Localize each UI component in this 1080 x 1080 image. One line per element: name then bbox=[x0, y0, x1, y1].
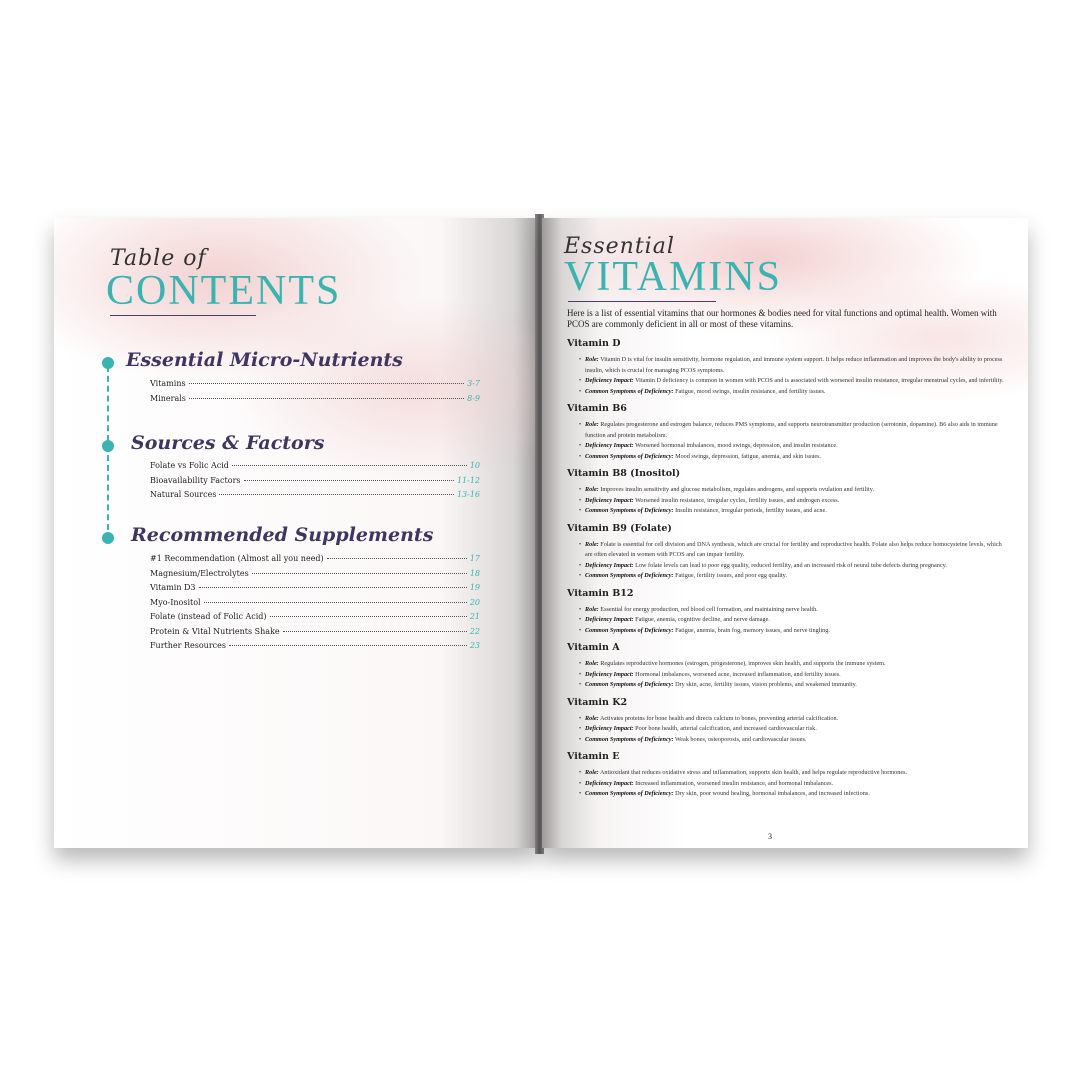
toc-entry-page: 10 bbox=[469, 461, 480, 470]
detail-text: Activates proteins for bone health and directs calcium to bones, preventing arterial calcification. bbox=[599, 714, 839, 722]
toc-entries bbox=[150, 461, 480, 505]
detail-text: Weak bones, osteoporosis, and cardiovascular issues. bbox=[674, 735, 807, 743]
vitamin-details bbox=[567, 355, 1007, 397]
detail-key: Common Symptoms of Deficiency: bbox=[585, 790, 674, 797]
toc-section-heading: Sources & Factors bbox=[131, 432, 325, 454]
toc-entry-page: 13-16 bbox=[456, 490, 480, 499]
toc-entry bbox=[150, 394, 480, 409]
vitamin-detail-item bbox=[585, 420, 1007, 441]
vitamin-name: Vitamin B9 (Folate) bbox=[567, 522, 672, 534]
dot-leader bbox=[199, 587, 467, 588]
vitamin-name: Vitamin B12 bbox=[567, 587, 634, 599]
detail-key: Role: bbox=[585, 486, 599, 493]
detail-key: Deficiency Impact: bbox=[585, 616, 634, 623]
detail-key: Deficiency Impact: bbox=[585, 442, 634, 449]
toc-timeline-line bbox=[107, 366, 109, 540]
open-booklet bbox=[54, 218, 1028, 848]
vitamin-name: Vitamin B6 bbox=[567, 403, 627, 414]
toc-entry bbox=[150, 554, 480, 569]
toc-entry-label: Myo-Inositol bbox=[150, 597, 201, 607]
vitamin-detail-item bbox=[585, 605, 1007, 616]
toc-entry bbox=[150, 476, 480, 491]
detail-text: Vitamin D is vital for insulin sensitivity, hormone regulation, and immune system support. It helps reduce inflammation and improves the body's ability to process insulin, which is crucial for managing PCOS symptoms. bbox=[585, 356, 1003, 374]
vitamin-name: Vitamin B8 (Inositol) bbox=[567, 468, 681, 479]
toc-entry-page: 23 bbox=[469, 641, 480, 650]
detail-text: Folate is essential for cell division and DNA synthesis, which are crucial for fertility and reproductive health. Folate also helps reduce homocysteine levels, which are often elevated in women with PCOS and can impair fertility. bbox=[585, 540, 1002, 558]
detail-key: Common Symptoms of Deficiency: bbox=[585, 735, 674, 743]
detail-text: Antioxidant that reduces oxidative stress and inflammation, supports skin health, and helps regulate reproductive hormones. bbox=[599, 769, 908, 776]
vitamin-block bbox=[567, 640, 1007, 691]
dot-leader bbox=[229, 645, 467, 646]
detail-key: Role: bbox=[585, 540, 599, 548]
detail-text: Mood swings, depression, fatigue, anemia, and skin issues. bbox=[675, 452, 822, 460]
toc-entry-page: 19 bbox=[469, 583, 480, 592]
vitamin-detail-item bbox=[585, 680, 1007, 691]
toc-script-title: Table of bbox=[110, 246, 207, 271]
detail-key: Role: bbox=[585, 421, 599, 428]
toc-entry-label: Magnesium/Electrolytes bbox=[150, 568, 249, 578]
vitamin-detail-item bbox=[585, 768, 1007, 779]
vitamin-details bbox=[567, 714, 1007, 746]
vitamin-detail-item bbox=[585, 670, 1007, 681]
detail-text: Essential for energy production, red blood cell formation, and maintaining nerve health. bbox=[600, 605, 818, 613]
vitamin-detail-item bbox=[585, 724, 1007, 735]
detail-key: Deficiency Impact: bbox=[585, 561, 634, 569]
toc-entry bbox=[150, 569, 480, 584]
timeline-dot bbox=[102, 440, 114, 452]
vitamin-block bbox=[567, 466, 1007, 517]
dot-leader bbox=[219, 494, 454, 495]
detail-text: Regulates progesterone and estrogen balance, reduces PMS symptoms, and supports neurotransmitter production (serotonin, dopamine). B6 also aids in immune function and protein metabolism. bbox=[585, 421, 998, 439]
toc-entry bbox=[150, 627, 480, 642]
vitamin-detail-item bbox=[585, 387, 1007, 398]
dot-leader bbox=[252, 573, 467, 574]
vitamins-script-title: Essential bbox=[564, 234, 675, 259]
toc-entry bbox=[150, 583, 480, 598]
toc-entry-label: Further Resources bbox=[150, 641, 226, 650]
vitamin-detail-item bbox=[585, 626, 1007, 637]
detail-text: Low folate levels can lead to poor egg quality, reduced fertility, and an increased risk of neural tube defects during pregnancy. bbox=[635, 561, 947, 569]
detail-key: Common Symptoms of Deficiency: bbox=[585, 507, 674, 514]
vitamin-details bbox=[567, 420, 1007, 462]
toc-entry bbox=[150, 612, 480, 627]
toc-title-rule bbox=[110, 315, 256, 316]
toc-section-heading: Essential Micro-Nutrients bbox=[126, 349, 403, 371]
vitamin-detail-item bbox=[585, 452, 1007, 463]
dot-leader bbox=[244, 480, 454, 481]
vitamin-detail-item bbox=[585, 506, 1007, 517]
toc-entry bbox=[150, 461, 480, 476]
toc-entry-label: Minerals bbox=[150, 393, 186, 403]
detail-text: Improves insulin sensitivity and glucose metabolism, regulates androgens, and supports ovulation and fertility. bbox=[600, 486, 874, 493]
vitamin-block bbox=[567, 586, 1007, 637]
dot-leader bbox=[270, 616, 467, 617]
toc-entry-label: #1 Recommendation (Almost all you need) bbox=[150, 554, 324, 563]
detail-key: Role: bbox=[585, 605, 599, 613]
toc-entry bbox=[150, 598, 480, 613]
vitamin-list bbox=[567, 336, 1007, 804]
detail-key: Deficiency Impact: bbox=[585, 779, 634, 787]
detail-text: Poor bone health, arterial calcification, and increased cardiovascular risk. bbox=[635, 725, 817, 732]
detail-text: Hormonal imbalances, worsened acne, increased inflammation, and fertility issues. bbox=[635, 670, 841, 678]
vitamins-title-rule bbox=[568, 301, 716, 302]
dot-leader bbox=[204, 602, 467, 603]
detail-text: Fatigue, fertility issues, and poor egg quality. bbox=[675, 572, 787, 579]
vitamin-detail-item bbox=[585, 659, 1007, 670]
toc-entry-page: 22 bbox=[469, 626, 480, 636]
dot-leader bbox=[189, 383, 465, 384]
detail-text: Fatigue, anemia, cognitive decline, and nerve damage. bbox=[635, 616, 770, 623]
detail-key: Common Symptoms of Deficiency: bbox=[585, 452, 674, 460]
detail-text: Worsened hormonal imbalances, mood swings, depression, and insulin resistance. bbox=[635, 442, 838, 449]
vitamin-detail-item bbox=[585, 779, 1007, 790]
toc-entry-label: Bioavailability Factors bbox=[150, 475, 241, 485]
vitamin-detail-item bbox=[585, 485, 1007, 496]
vitamin-details bbox=[567, 605, 1007, 637]
timeline-dot bbox=[102, 532, 114, 544]
toc-entry-label: Natural Sources bbox=[150, 490, 217, 499]
detail-key: Common Symptoms of Deficiency: bbox=[585, 387, 674, 395]
essential-vitamins-page bbox=[542, 218, 1028, 848]
toc-section-heading: Recommended Supplements bbox=[131, 524, 434, 546]
detail-text: Insulin resistance, irregular periods, fertility issues, and acne. bbox=[675, 507, 827, 514]
vitamin-detail-item bbox=[585, 540, 1007, 561]
vitamin-details bbox=[567, 540, 1007, 582]
timeline-dot bbox=[102, 357, 114, 369]
toc-entry-page: 11-12 bbox=[456, 475, 480, 485]
vitamin-block bbox=[567, 336, 1007, 397]
detail-key: Role: bbox=[585, 356, 599, 363]
detail-text: Dry skin, acne, fertility issues, vision problems, and weakened immunity. bbox=[675, 681, 857, 688]
vitamin-detail-item bbox=[585, 441, 1007, 452]
toc-entry-label: Vitamin D3 bbox=[150, 583, 196, 592]
detail-key: Common Symptoms of Deficiency: bbox=[585, 626, 674, 634]
detail-key: Role: bbox=[585, 769, 599, 776]
detail-key: Common Symptoms of Deficiency: bbox=[585, 572, 674, 579]
vitamin-detail-item bbox=[585, 714, 1007, 725]
detail-text: Increased inflammation, worsened insulin resistance, and hormonal imbalances. bbox=[635, 779, 834, 787]
vitamin-block bbox=[567, 749, 1007, 800]
detail-key: Deficiency Impact: bbox=[585, 377, 634, 384]
vitamin-detail-item bbox=[585, 561, 1007, 572]
vitamin-block bbox=[567, 401, 1007, 462]
vitamins-title: VITAMINS bbox=[564, 254, 782, 300]
detail-text: Fatigue, mood swings, insulin resistance, and fertility issues. bbox=[675, 387, 826, 395]
detail-text: Worsened insulin resistance, irregular cycles, fertility issues, and androgen excess. bbox=[635, 496, 840, 504]
detail-text: Regulates reproductive hormones (estrogen, progesterone), improves skin health, and supports the immune system. bbox=[600, 660, 886, 667]
dot-leader bbox=[189, 398, 464, 399]
detail-key: Deficiency Impact: bbox=[585, 725, 634, 732]
vitamin-detail-item bbox=[585, 376, 1007, 387]
toc-title: CONTENTS bbox=[106, 268, 342, 314]
toc-entry-page: 20 bbox=[469, 597, 480, 607]
vitamin-name: Vitamin E bbox=[567, 751, 620, 762]
toc-entry bbox=[150, 641, 480, 656]
vitamin-block bbox=[567, 521, 1007, 582]
detail-key: Role: bbox=[585, 660, 599, 667]
vitamin-detail-item bbox=[585, 615, 1007, 626]
toc-entry-label: Vitamins bbox=[150, 379, 186, 388]
vitamin-detail-item bbox=[585, 735, 1007, 746]
toc-entry-page: 8-9 bbox=[467, 393, 480, 403]
detail-text: Vitamin D deficiency is common in women with PCOS and is associated with worsened insulin resistance, irregular menstrual cycles, and infertility. bbox=[635, 377, 1004, 384]
vitamin-name: Vitamin D bbox=[567, 338, 621, 349]
dot-leader bbox=[283, 631, 467, 632]
vitamin-details bbox=[567, 768, 1007, 800]
vitamins-intro: Here is a list of essential vitamins that our hormones & bodies need for vital functions and optimal health. Women with PCOS are commonly deficient in all or most of these vitamins. bbox=[567, 308, 997, 329]
dot-leader bbox=[327, 558, 467, 559]
detail-key: Deficiency Impact: bbox=[585, 670, 634, 678]
page-number: 3 bbox=[768, 832, 772, 841]
detail-key: Role: bbox=[585, 714, 599, 722]
toc-entry-page: 3-7 bbox=[467, 379, 480, 388]
detail-text: Dry skin, poor wound healing, hormonal imbalances, and increased infections. bbox=[675, 790, 870, 797]
detail-text: Fatigue, anemia, brain fog, memory issues, and nerve tingling. bbox=[675, 626, 830, 634]
vitamin-block bbox=[567, 695, 1007, 746]
table-of-contents-page bbox=[54, 218, 537, 848]
toc-entry-label: Protein & Vital Nutrients Shake bbox=[150, 626, 280, 636]
vitamin-detail-item bbox=[585, 355, 1007, 376]
toc-entry-page: 21 bbox=[469, 612, 480, 621]
dot-leader bbox=[232, 465, 467, 466]
vitamin-details bbox=[567, 659, 1007, 691]
toc-entry-page: 17 bbox=[469, 554, 480, 563]
vitamin-details bbox=[567, 485, 1007, 517]
toc-entries bbox=[150, 554, 480, 656]
vitamin-name: Vitamin A bbox=[567, 642, 620, 653]
toc-entry-label: Folate (instead of Folic Acid) bbox=[150, 612, 267, 621]
vitamin-detail-item bbox=[585, 496, 1007, 507]
detail-key: Common Symptoms of Deficiency: bbox=[585, 681, 674, 688]
toc-entry bbox=[150, 379, 480, 394]
vitamin-detail-item bbox=[585, 789, 1007, 800]
toc-entry bbox=[150, 490, 480, 505]
vitamin-name: Vitamin K2 bbox=[567, 696, 628, 708]
detail-key: Deficiency Impact: bbox=[585, 496, 634, 504]
toc-entry-page: 18 bbox=[469, 568, 480, 578]
vitamin-detail-item bbox=[585, 571, 1007, 582]
toc-entries bbox=[150, 379, 480, 408]
toc-entry-label: Folate vs Folic Acid bbox=[150, 461, 229, 470]
